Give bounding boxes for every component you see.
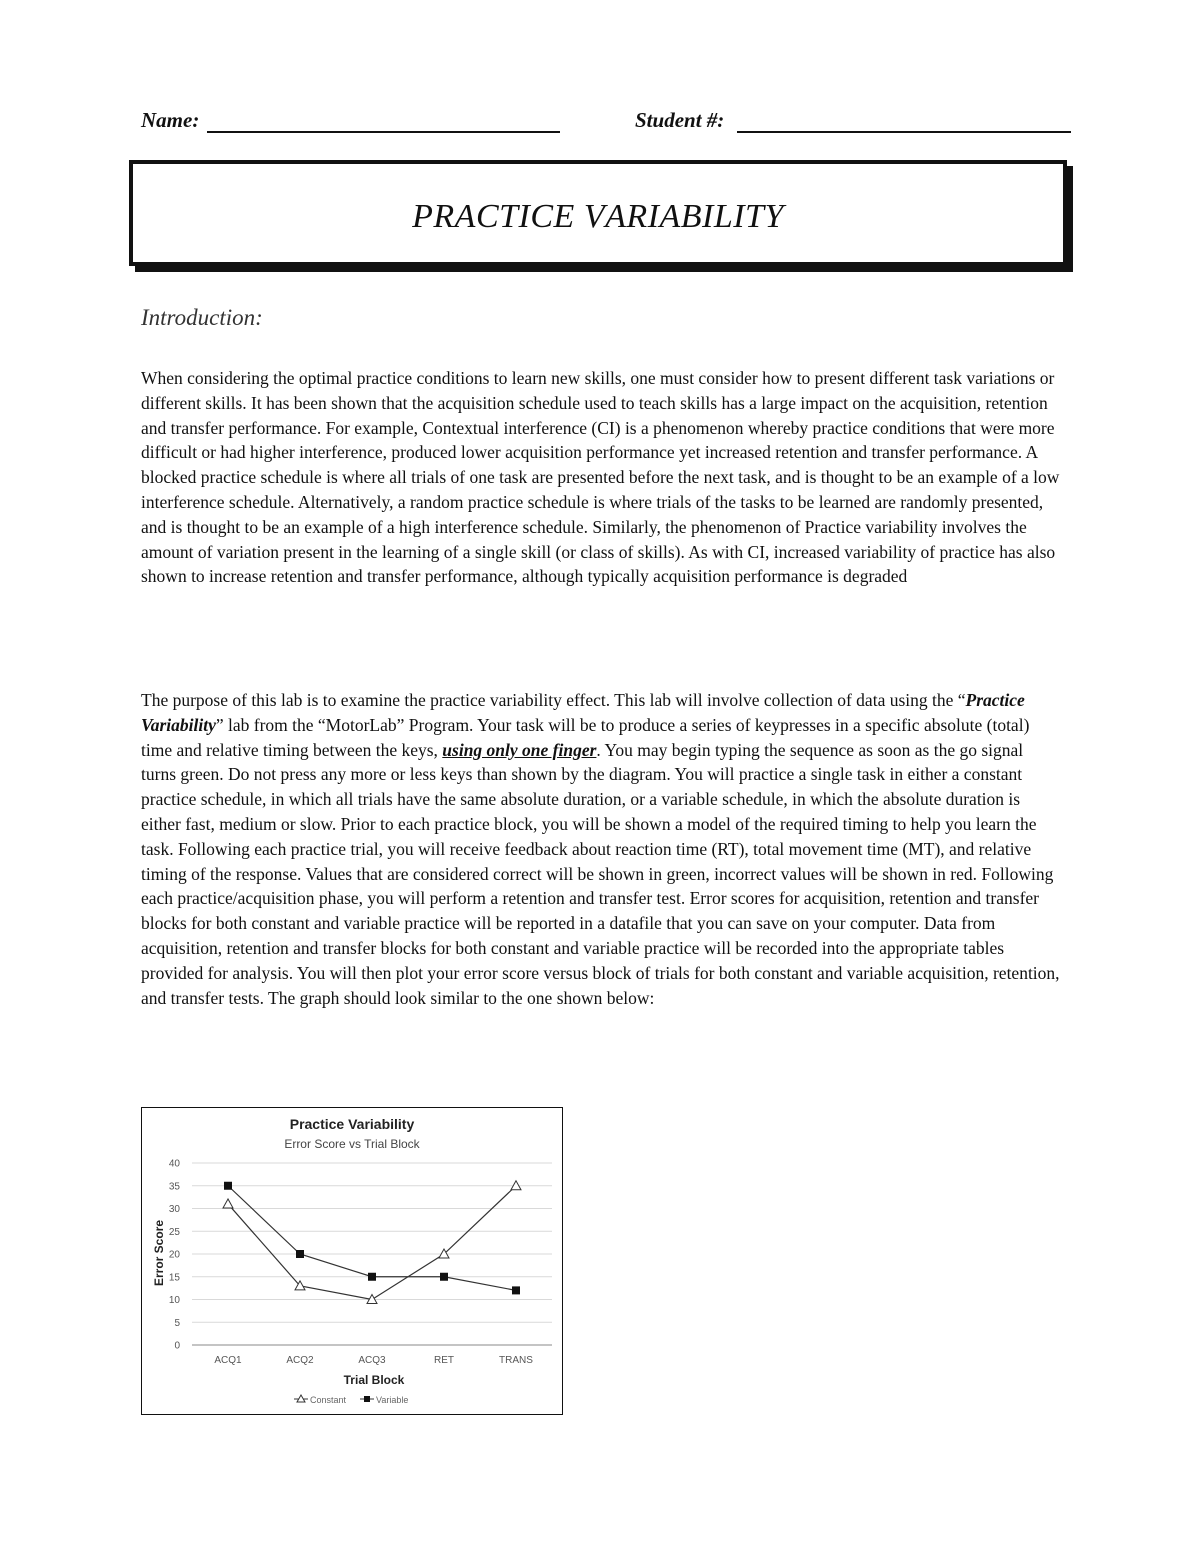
y-tick-label: 15 — [168, 1272, 180, 1284]
intro-paragraph: When considering the optimal practice conditions to learn new skills, one must consider how to present different task variations or different skills. It has been shown that the acquisition schedule used to teach skills has a large impact on the acquisition, retention and transfer performance. For example, Contextual interference (CI) is a phenomenon whereby practice conditions that were more difficult or had higher interference, produced lower acquisition performance yet increased retention and transfer performance. A blocked practice schedule is where all trials of one task are presented before the next task, and is thought to be an example of a low interference schedule. Alternatively, a random practice schedule is where trials of the tasks to be learned are randomly presented, and is thought to be an example of a high interference schedule. Similarly, the phenomenon of Practice variability involves the amount of variation present in the learning of a single skill (or class of skills). As with CI, increased variability of practice has also shown to increase retention and transfer performance, although typically acquisition performance is degraded — [141, 368, 1060, 587]
y-tick-label: 40 — [168, 1158, 180, 1170]
student-number-label: Student #: — [635, 108, 725, 132]
practice-variability-chart — [142, 1108, 562, 1414]
y-axis-label: Error Score — [152, 1219, 166, 1287]
intro-heading: Introduction: — [141, 305, 263, 330]
name-field-line[interactable] — [207, 131, 560, 133]
y-tick-label: 35 — [168, 1181, 180, 1193]
chart-frame — [141, 1107, 563, 1415]
grid-lines — [192, 1163, 552, 1345]
x-tick-label: ACQ3 — [358, 1355, 386, 1366]
x-tick-label: ACQ1 — [214, 1355, 242, 1366]
emphasis-text: using only one finger — [442, 739, 597, 760]
chart-legend — [294, 1395, 408, 1405]
x-tick-label: TRANS — [499, 1355, 533, 1366]
y-tick-label: 30 — [168, 1204, 180, 1215]
legend-marker-variable — [364, 1396, 370, 1402]
series-lines — [223, 1181, 521, 1304]
x-tick-label: ACQ2 — [286, 1355, 314, 1366]
y-tick-label: 25 — [168, 1226, 180, 1238]
data-point-variable — [512, 1286, 520, 1294]
y-tick-label: 10 — [168, 1295, 180, 1306]
purpose-text-3: . You may begin typing the sequence as soon as the go signal turns green. Do not press any more or less keys than shown by the diagram. You will practice a single task in either a constant practice schedule, in which all trials have the same absolute duration, or a variable schedule, in which the absolute duration is either fast, medium or slow. Prior to each practice block, you will be shown a model of the required timing to help you learn the task. Following each practice trial, you will receive feedback about reaction time (RT), total movement time (MT), and relative timing of the response. Values that are considered correct will be shown in green, incorrect values will be shown in red. Following each practice/acquisition phase, you will perform a retention and transfer test. Error scores for acquisition, retention and transfer blocks for both constant and variable practice will be reported in a datafile that you can save on your computer. Data from acquisition, retention and transfer blocks for both constant and variable practice will be recorded into the appropriate tables provided for analysis. You will then plot your error score versus block of trials for both constant and variable acquisition, retention, and transfer tests. The graph should look similar to the one shown below: — [141, 739, 1060, 1008]
purpose-paragraph — [141, 688, 1061, 1010]
title-rest-2: ARIABILITY — [605, 198, 784, 235]
title-initial-2: V — [583, 198, 606, 235]
data-point-constant — [223, 1199, 233, 1208]
lab-name: Practice Variability — [141, 690, 1025, 735]
data-point-variable — [224, 1182, 232, 1190]
legend-label-constant: Constant — [310, 1395, 347, 1405]
y-tick-label: 0 — [174, 1340, 180, 1352]
x-tick-labels — [214, 1355, 533, 1366]
header-row — [141, 104, 1071, 138]
page-title — [133, 198, 1063, 236]
data-point-variable — [368, 1273, 376, 1281]
chart-subtitle: Error Score vs Trial Block — [284, 1137, 420, 1151]
data-point-variable — [296, 1250, 304, 1258]
student-number-field-line[interactable] — [737, 131, 1071, 133]
x-axis-label: Trial Block — [343, 1373, 405, 1387]
purpose-text-1: The purpose of this lab is to examine the practice variability effect. This lab will involve collection of data using the “ — [141, 690, 966, 710]
title-box — [129, 160, 1067, 266]
title-rest-1: RACTICE — [433, 198, 575, 235]
legend-label-variable: Variable — [376, 1395, 409, 1405]
y-tick-label: 5 — [174, 1317, 180, 1329]
chart-title: Practice Variability — [289, 1116, 415, 1132]
y-tick-label: 20 — [168, 1249, 180, 1261]
y-tick-labels — [169, 1159, 181, 1352]
x-tick-label: RET — [434, 1355, 454, 1366]
purpose-text-2: ” lab from the “MotorLab” Program. Your task will be to produce a series of keypresses in a specific absolute (total) time and relative timing between the keys, — [141, 714, 1030, 760]
title-initial-1: P — [412, 198, 434, 235]
data-point-variable — [440, 1273, 448, 1281]
name-label: Name: — [141, 108, 200, 132]
